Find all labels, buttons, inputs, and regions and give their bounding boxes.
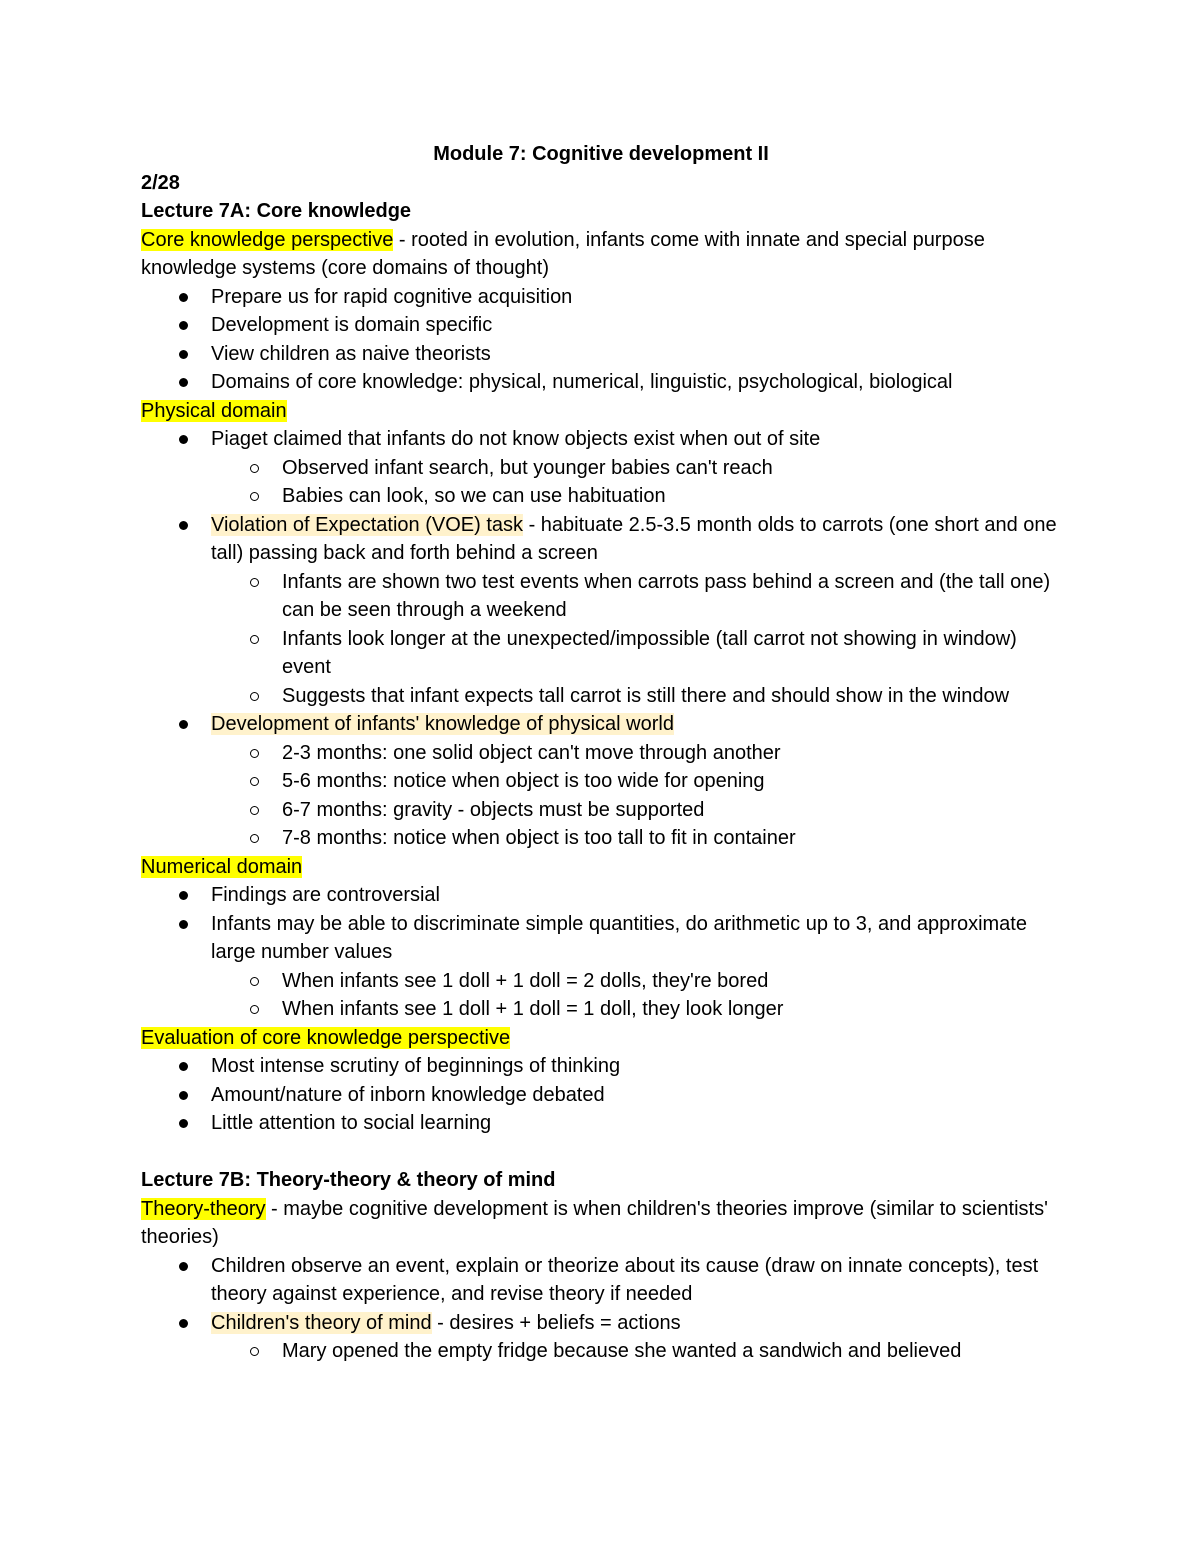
hollow-bullet-icon xyxy=(250,806,259,815)
numerical-domain-heading: Numerical domain xyxy=(141,855,303,878)
lecture-7b-heading: Lecture 7B: Theory-theory & theory of mind xyxy=(141,1169,556,1191)
bullet-icon xyxy=(179,1319,188,1328)
bullet-icon xyxy=(179,293,188,302)
lecture-7a-heading: Lecture 7A: Core knowledge xyxy=(141,200,412,222)
core-knowledge-term: Core knowledge perspective xyxy=(141,228,394,251)
bullet-icon xyxy=(179,1062,188,1071)
date-label: 2/28 xyxy=(141,171,180,194)
hollow-bullet-icon xyxy=(250,977,259,986)
hollow-bullet-icon xyxy=(250,1347,259,1356)
physical-domain-list xyxy=(141,425,1061,853)
list-item: Development is domain specific xyxy=(141,311,1061,340)
sub-list-item: When infants see 1 doll + 1 doll = 1 doll, they look longer xyxy=(141,995,1061,1024)
list-item: Prepare us for rapid cognitive acquisition xyxy=(141,283,1061,312)
core-knowledge-paragraph xyxy=(141,226,1061,283)
sub-list-item: 7-8 months: notice when object is too tall to fit in container xyxy=(141,824,1061,853)
bullet-icon xyxy=(179,435,188,444)
evaluation-heading: Evaluation of core knowledge perspective xyxy=(141,1026,511,1049)
list-item: Findings are controversial xyxy=(141,881,1061,910)
sub-list-item: When infants see 1 doll + 1 doll = 2 dolls, they're bored xyxy=(141,967,1061,996)
document-body xyxy=(141,140,1061,1366)
voe-term: Violation of Expectation (VOE) task xyxy=(211,513,524,536)
theory-theory-paragraph: Theory-theory - maybe cognitive development is when children's theories improve (similar to scientists' theories) xyxy=(141,1197,1048,1248)
sub-list-item: 6-7 months: gravity - objects must be supported xyxy=(141,796,1061,825)
list-item: Piaget claimed that infants do not know objects exist when out of site xyxy=(141,425,1061,454)
sub-list-item: 5-6 months: notice when object is too wide for opening xyxy=(141,767,1061,796)
sub-list-item: Infants look longer at the unexpected/impossible (tall carrot not showing in window) event xyxy=(141,625,1061,682)
theory-theory-list xyxy=(141,1252,1061,1366)
core-knowledge-list xyxy=(141,283,1061,397)
core-knowledge-definition: - rooted in evolution, infants come with innate and special purpose knowledge systems (core domains of thought) xyxy=(141,228,985,279)
list-item: View children as naive theorists xyxy=(141,340,1061,369)
hollow-bullet-icon xyxy=(250,749,259,758)
hollow-bullet-icon xyxy=(250,834,259,843)
hollow-bullet-icon xyxy=(250,692,259,701)
list-item: Violation of Expectation (VOE) task - habituate 2.5-3.5 month olds to carrots (one short and one tall) passing back and forth behind a screen xyxy=(141,511,1061,568)
theory-of-mind-term: Children's theory of mind xyxy=(211,1311,432,1334)
list-item: Amount/nature of inborn knowledge debated xyxy=(141,1081,1061,1110)
sub-list-item: Babies can look, so we can use habituation xyxy=(141,482,1061,511)
hollow-bullet-icon xyxy=(250,578,259,587)
bullet-icon xyxy=(179,1091,188,1100)
hollow-bullet-icon xyxy=(250,464,259,473)
hollow-bullet-icon xyxy=(250,777,259,786)
list-item: Domains of core knowledge: physical, numerical, linguistic, psychological, biological xyxy=(141,368,1061,397)
bullet-icon xyxy=(179,378,188,387)
page-title: Module 7: Cognitive development II xyxy=(433,143,769,165)
hollow-bullet-icon xyxy=(250,492,259,501)
bullet-icon xyxy=(179,521,188,530)
list-item: Infants may be able to discriminate simple quantities, do arithmetic up to 3, and approximate large number values xyxy=(141,910,1061,967)
evaluation-list xyxy=(141,1052,1061,1138)
bullet-icon xyxy=(179,1262,188,1271)
bullet-icon xyxy=(179,321,188,330)
list-item: Children observe an event, explain or theorize about its cause (draw on innate concepts), test theory against experience, and revise theory if needed xyxy=(141,1252,1061,1309)
theory-theory-term: Theory-theory xyxy=(141,1197,266,1220)
bullet-icon xyxy=(179,720,188,729)
sub-list-item: Suggests that infant expects tall carrot is still there and should show in the window xyxy=(141,682,1061,711)
sub-list-item: 2-3 months: one solid object can't move through another xyxy=(141,739,1061,768)
list-item: Children's theory of mind - desires + beliefs = actions xyxy=(141,1309,1061,1338)
hollow-bullet-icon xyxy=(250,635,259,644)
list-item: Most intense scrutiny of beginnings of thinking xyxy=(141,1052,1061,1081)
bullet-icon xyxy=(179,350,188,359)
bullet-icon xyxy=(179,891,188,900)
numerical-domain-list xyxy=(141,881,1061,1024)
sub-list-item: Mary opened the empty fridge because she wanted a sandwich and believed xyxy=(141,1337,1061,1366)
bullet-icon xyxy=(179,1119,188,1128)
physical-domain-heading: Physical domain xyxy=(141,399,287,422)
list-item: Little attention to social learning xyxy=(141,1109,1061,1138)
bullet-icon xyxy=(179,920,188,929)
sub-list-item: Observed infant search, but younger babies can't reach xyxy=(141,454,1061,483)
sub-list-item: Infants are shown two test events when carrots pass behind a screen and (the tall one) can be seen through a weekend xyxy=(141,568,1061,625)
hollow-bullet-icon xyxy=(250,1005,259,1014)
blank-line xyxy=(141,1138,1061,1167)
list-item xyxy=(141,710,1061,739)
development-term: Development of infants' knowledge of physical world xyxy=(211,713,674,735)
